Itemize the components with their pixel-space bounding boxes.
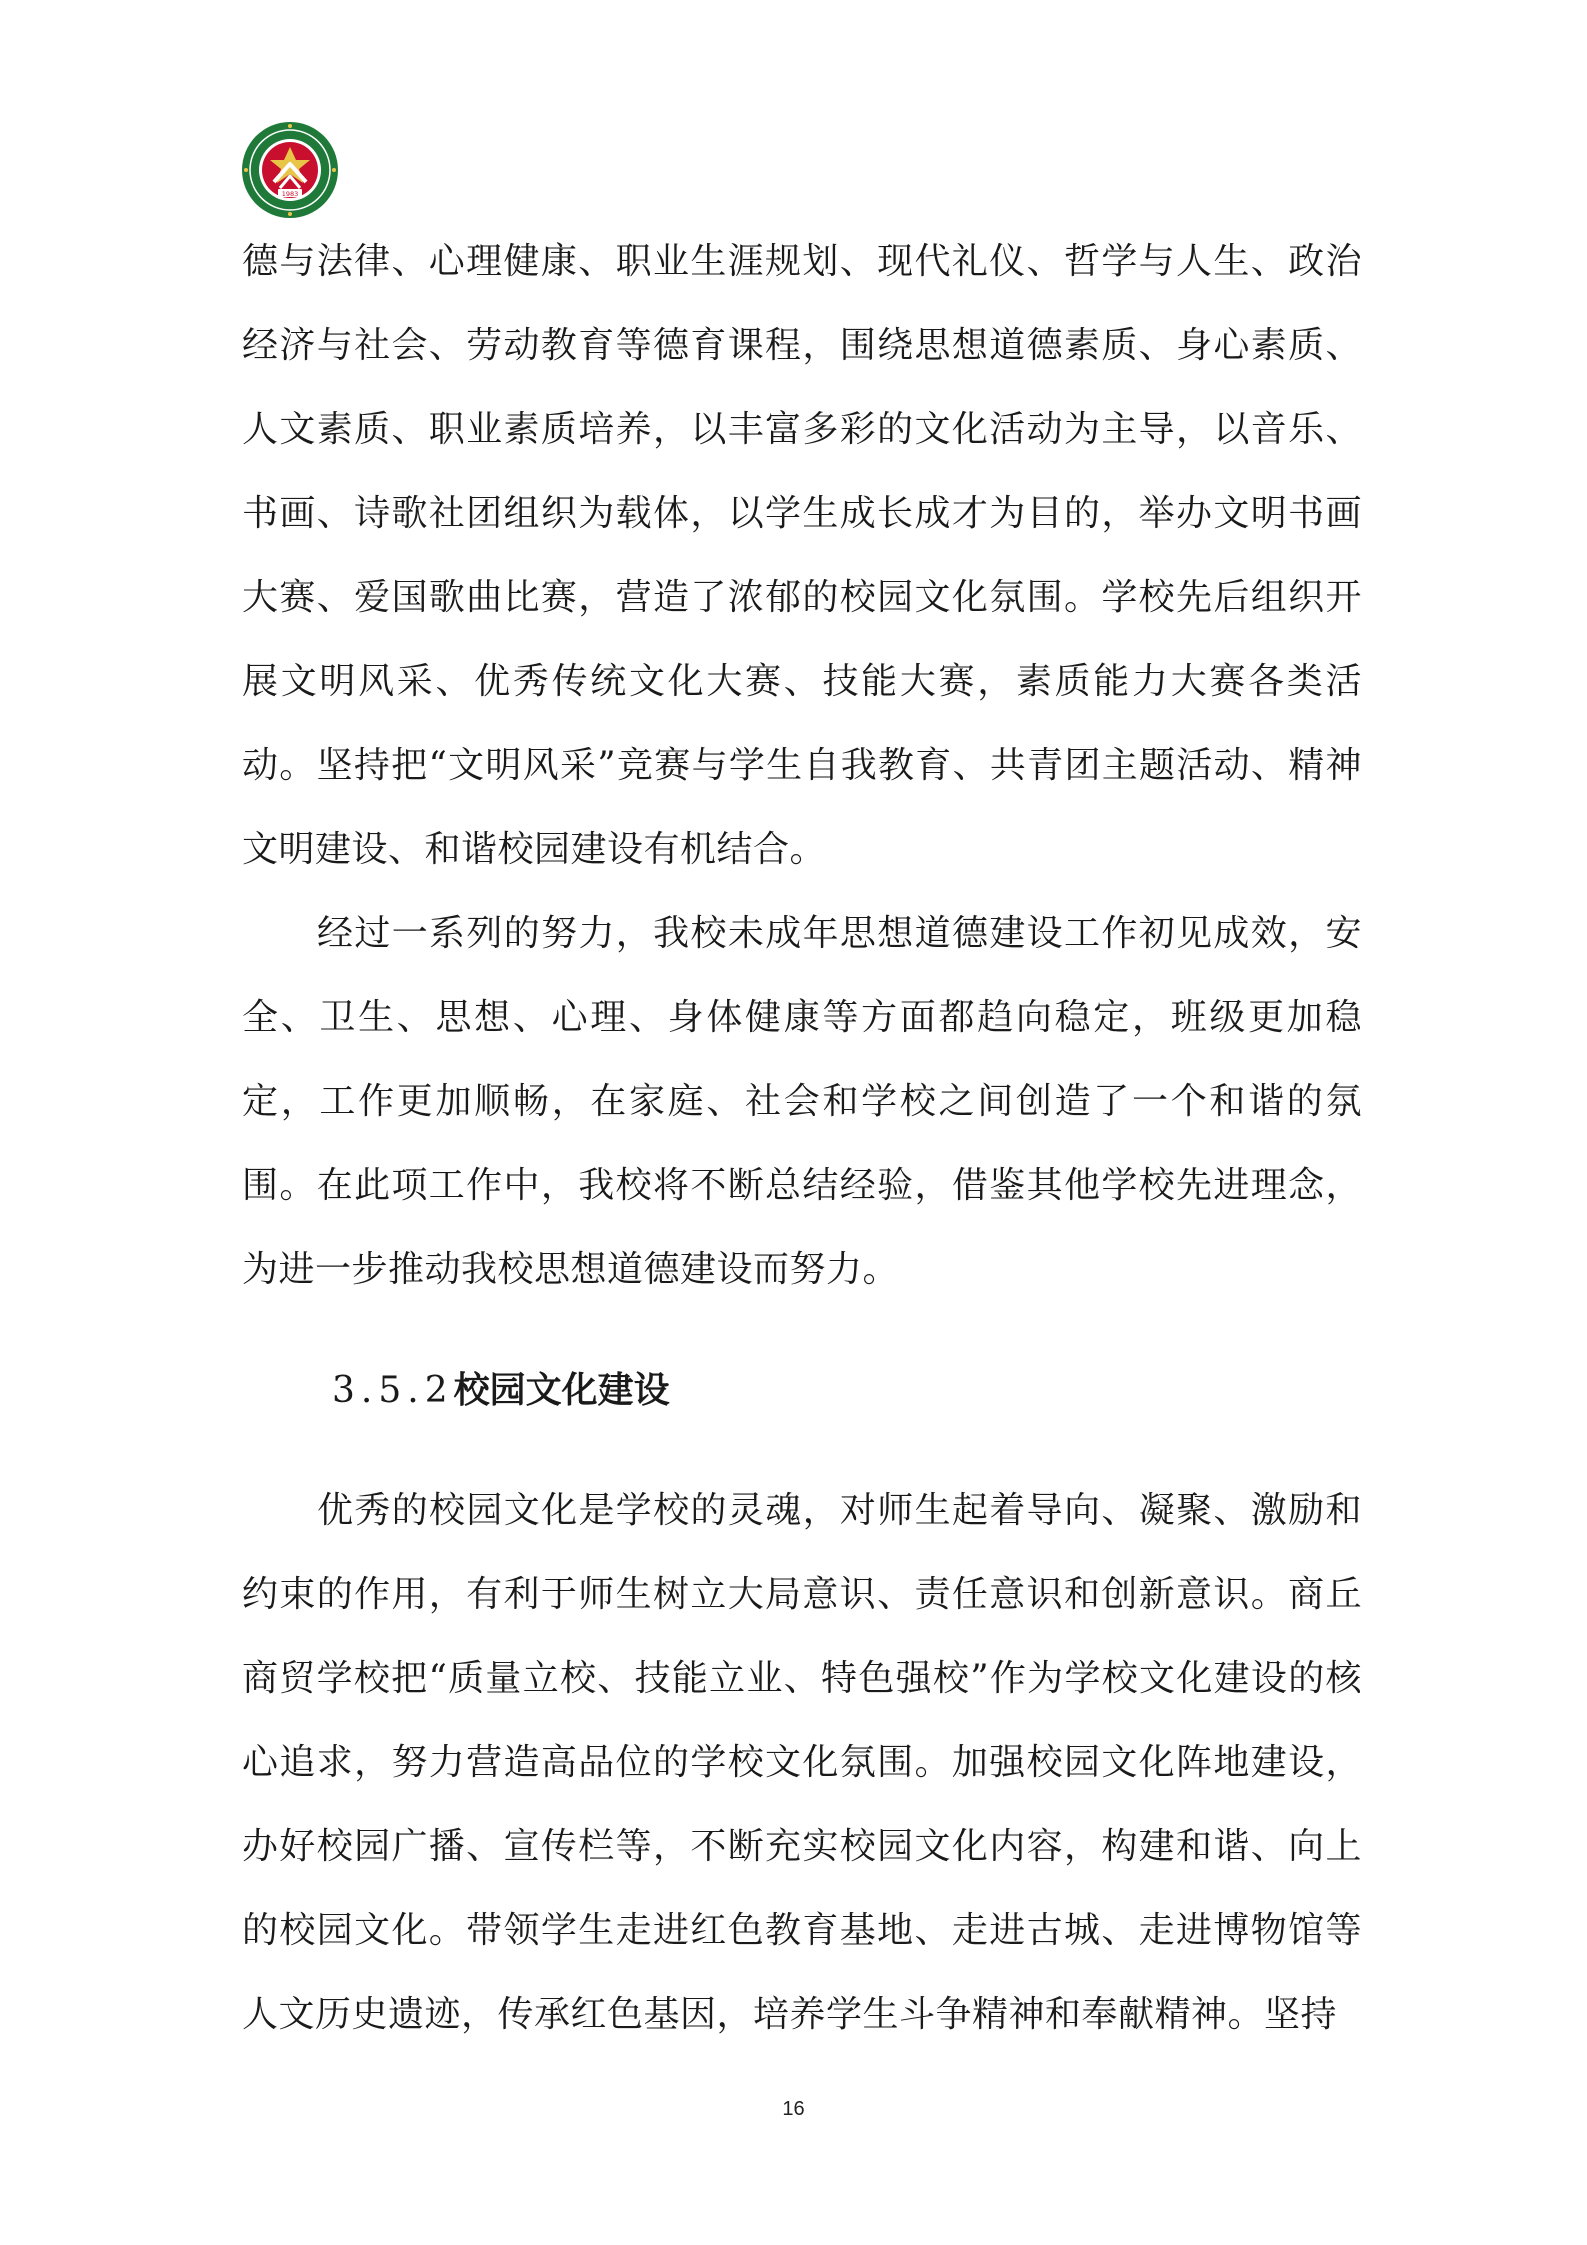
section-heading [242,1348,1362,1433]
school-seal-icon [240,120,340,220]
paragraph-3: 优秀的校园文化是学校的灵魂，对师生起着导向、凝聚、激励和约束的作用，有利于师生树立大局意识、责任意识和创新意识。商丘商贸学校把“质量立校、技能立业、特色强校”作为学校文化建设的核心追求，努力营造高品位的学校文化氛围。加强校园文化阵地建设，办好校园广播、宣传栏等，不断充实校园文化内容，构建和谐、向上的校园文化。带领学生走进红色教育基地、走进古城、走进博物馆等人文历史遗迹，传承红色基因，培养学生斗争精神和奉献精神。坚持 [242,1490,1362,2035]
section-title: 校园文化建设 [453,1369,670,1411]
section-number: 3.5.2 [332,1370,454,1411]
paragraph-1: 德与法律、心理健康、职业生涯规划、现代礼仪、哲学与人生、政治经济与社会、劳动教育等德育课程，围绕思想道德素质、身心素质、人文素质、职业素质培养，以丰富多彩的文化活动为主导，以音乐、书画、诗歌社团组织为载体，以学生成长成才为目的，举办文明书画大赛、爱国歌曲比赛，营造了浓郁的校园文化氛围。学校先后组织开展文明风采、优秀传统文化大赛、技能大赛，素质能力大赛各类活动。坚持把“文明风采”竞赛与学生自我教育、共青团主题活动、精神文明建设、和谐校园建设有机结合。 [242,241,1362,870]
document-body [242,220,1362,2057]
paragraph-2: 经过一系列的努力，我校未成年思想道德建设工作初见成效，安全、卫生、思想、心理、身体健康等方面都趋向稳定，班级更加稳定，工作更加顺畅，在家庭、社会和学校之间创造了一个和谐的氛围。在此项工作中，我校将不断总结经验，借鉴其他学校先进理念，为进一步推动我校思想道德建设而努力。 [242,913,1362,1290]
page-number: 16 [782,2098,805,2120]
school-seal-logo [240,120,340,220]
logo-year: 1983 [281,190,299,198]
